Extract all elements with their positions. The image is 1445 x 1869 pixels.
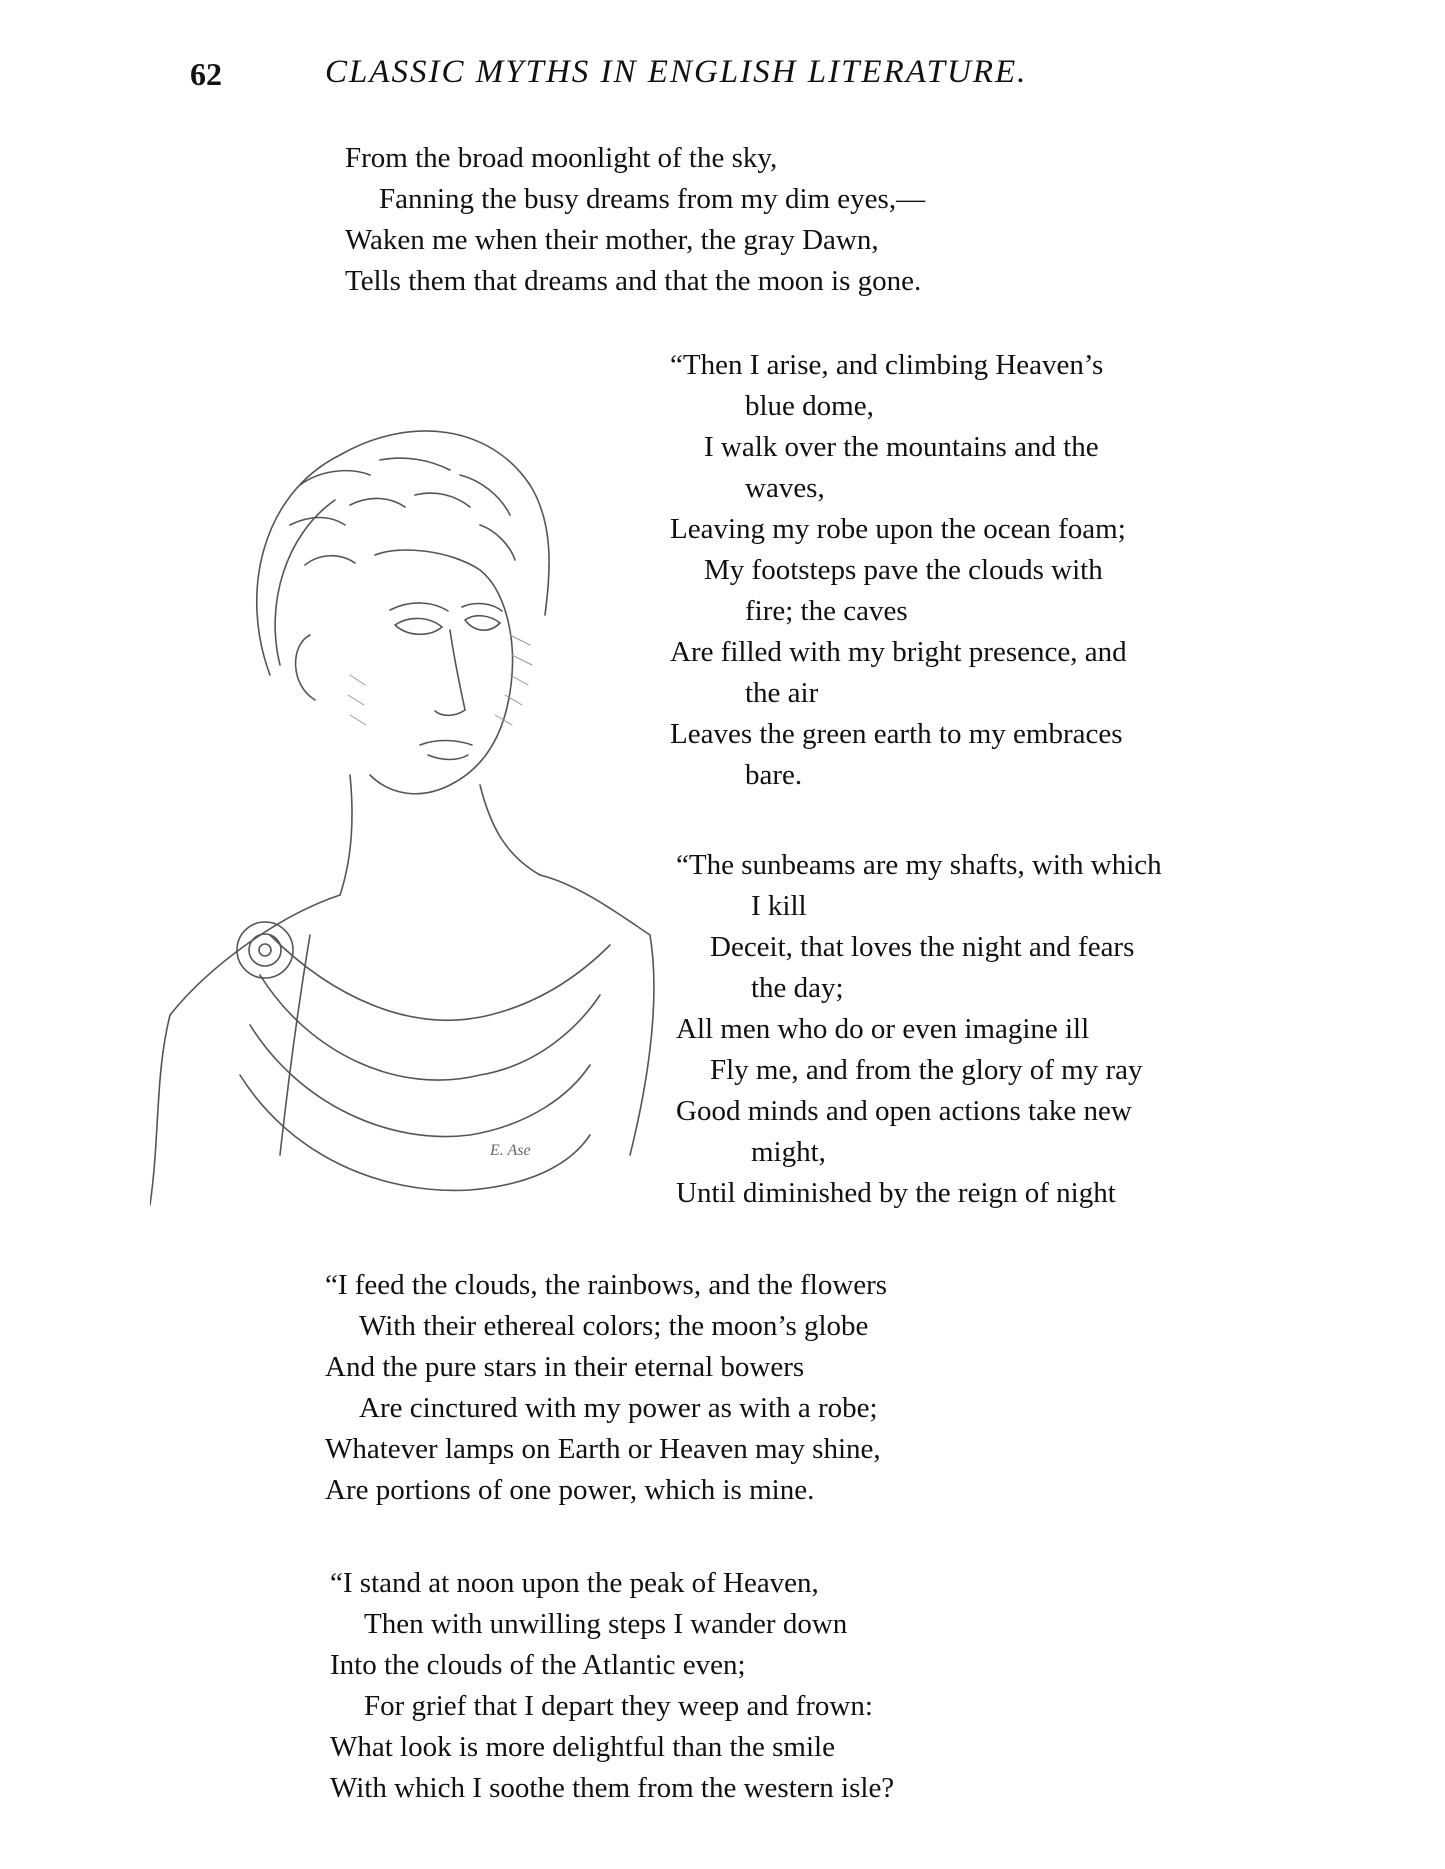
verse-line: From the broad moonlight of the sky, (345, 142, 778, 174)
verse-line: Fanning the busy dreams from my dim eyes,— (379, 183, 926, 215)
verse-line: Then with unwilling steps I wander down (364, 1608, 848, 1640)
verse-line: Waken me when their mother, the gray Dawn, (345, 224, 879, 256)
verse-line: Good minds and open actions take new (676, 1095, 1132, 1127)
stanza-3 (676, 845, 1162, 1214)
stanza-4 (325, 1265, 887, 1511)
verse-line: Fly me, and from the glory of my ray (710, 1054, 1143, 1086)
verse-line: Until diminished by the reign of night (676, 1177, 1116, 1209)
stanza-1 (345, 138, 925, 302)
page-number: 62 (190, 56, 222, 92)
verse-line: Tells them that dreams and that the moon is gone. (345, 265, 922, 297)
verse-line: Are portions of one power, which is mine. (325, 1474, 815, 1506)
verse-line: blue dome, (745, 390, 874, 422)
verse-line: waves, (745, 472, 825, 504)
verse-line: All men who do or even imagine ill (676, 1013, 1090, 1045)
verse-line: might, (751, 1136, 826, 1168)
verse-line: Are cinctured with my power as with a robe; (359, 1392, 878, 1424)
verse-line: “I stand at noon upon the peak of Heaven, (330, 1567, 819, 1599)
verse-line: With their ethereal colors; the moon’s globe (359, 1310, 869, 1342)
verse-line: And the pure stars in their eternal bowers (325, 1351, 805, 1383)
verse-line: Are filled with my bright presence, and (670, 636, 1127, 668)
bust-illustration (150, 375, 670, 1225)
verse-line: “Then I arise, and climbing Heaven’s (670, 349, 1104, 381)
stanza-2 (670, 345, 1127, 796)
engraver-signature: E. Ase (490, 1142, 531, 1159)
verse-line: “The sunbeams are my shafts, with which (676, 849, 1162, 881)
stanza-5 (330, 1563, 894, 1809)
running-title: CLASSIC MYTHS IN ENGLISH LITERATURE. (325, 54, 1028, 90)
verse-line: I kill (751, 890, 807, 922)
page-header (190, 50, 1290, 100)
verse-line: With which I soothe them from the western isle? (330, 1772, 895, 1804)
verse-line: My footsteps pave the clouds with (704, 554, 1103, 586)
verse-line: “I feed the clouds, the rainbows, and the flowers (325, 1269, 888, 1301)
verse-line: Deceit, that loves the night and fears (710, 931, 1135, 963)
verse-line: Into the clouds of the Atlantic even; (330, 1649, 746, 1681)
verse-line: I walk over the mountains and the (704, 431, 1099, 463)
verse-line: the day; (751, 972, 844, 1004)
verse-line: What look is more delightful than the smile (330, 1731, 835, 1763)
verse-line: fire; the caves (745, 595, 908, 627)
verse-line: Whatever lamps on Earth or Heaven may shine, (325, 1433, 881, 1465)
verse-line: Leaving my robe upon the ocean foam; (670, 513, 1126, 545)
verse-line: the air (745, 677, 819, 709)
verse-line: Leaves the green earth to my embraces (670, 718, 1123, 750)
verse-line: For grief that I depart they weep and frown: (364, 1690, 873, 1722)
verse-line: bare. (745, 759, 803, 791)
